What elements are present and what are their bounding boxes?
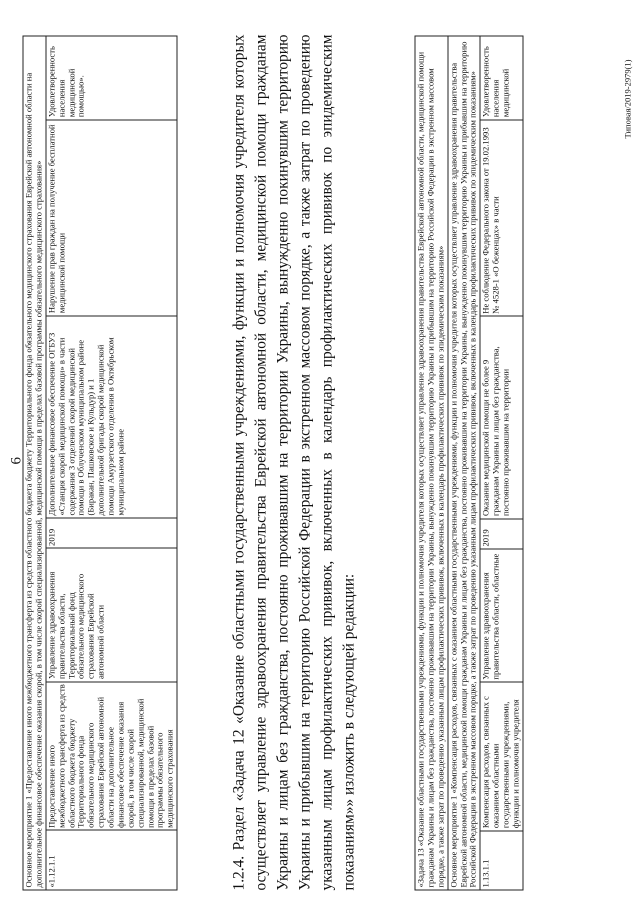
cell-indicator: Удовлетворенность населения медицинской помощью». <box>46 36 177 120</box>
cell-result: Оказание медицинской помощи не более 9 гражданам Украины и лицам без гражданства, постоянно проживавшим на территории <box>480 316 523 518</box>
program-table-1 <box>23 36 178 891</box>
cell-year: 2019 <box>46 518 177 548</box>
rotated-page <box>1 0 640 905</box>
table-row <box>46 36 177 890</box>
cell-result: Дополнительное финансовое обеспечение ОГБУЗ «Станция скорой медицинской помощи» в части содержания 3 отделений скорой медицинской помощи в Облученском муниципальном районе (Биракан, Пашковское и Кульдур) и 1 дополнительной бригады скорой медицинской помощи Амурзетского отделения в Октябрьском муниципальном районе <box>46 316 177 518</box>
table-row <box>480 36 523 890</box>
task-header: «Задача 13 «Оказание областными государственными учреждениями, функции и полномочия учредителя которых осуществляет управление здравоохранения правительства Еврейской автономной области, медицинской помощи гражданам Украины и лицам без гражданства, постоянно проживавшим на территории Украины, вынужденно покинувшим территорию Украины и прибывшим на территорию Российской Федерации в экстренном массовом порядке, а также затрат по проведению указанным лицам профилактических прививок, включенных в календарь профилактических прививок по эпидемическим показаниям» <box>415 36 448 890</box>
document-footer: Типовая/2019-2979(1) <box>622 59 633 139</box>
page-number: 6 <box>8 457 25 465</box>
program-table-2 <box>415 36 524 891</box>
activity-header: Основное мероприятие 1 «Предоставление иного межбюджетного трансферта из средств областного бюджета бюджету Территориального фонда обязательного медицинского страхования Еврейской автономной области на дополнительное финансовое обеспечение оказания скорой, в том числе скорой специализированной, медицинской помощи в пределах базовой программы обязательного медицинского страхования» <box>23 36 46 890</box>
cell-code: 1.13.1.1 <box>480 831 523 890</box>
cell-name: Компенсация расходов, связанных с оказанием областными государственными учреждениями, функции и полномочия учредителя <box>480 682 523 831</box>
cell-code: «1.12.1.1 <box>46 830 177 890</box>
activity-header: Основное мероприятие 1 «Компенсация расходов, связанных с оказанием областными государственными учреждениями, функции и полномочия учредителя которых осуществляет управление здравоохранения правительства Еврейской автономной области, медицинской помощи гражданам Украины и лицам без гражданства, постоянно проживавшим на территории Украины, вынужденно покинувшим территорию Украины и прибывшим на территорию Российской Федерации в экстренном массовом порядке, а также затрат по проведению указанным лицам профилактических прививок, включенных в календарь профилактических прививок по эпидемическим показаниям» <box>448 36 481 890</box>
amendment-paragraph: 1.2.4. Раздел «Задача 12 «Оказание областными государственными учреждениями, функции и полномочия учредителя которых осуществляет управление здравоохранения правительства Еврейской автономной области, медицинской помощи гражданам Украины и лицам без гражданства, постоянно проживавшим на территории Украины, вынужденно покинувшим территорию Украины и прибывшим на территорию Российской Федерации в экстренном массовом порядке, а также затрат по проведению указанным лицам профилактических прививок, включенных в календарь профилактических прививок по эпидемическим показаниям»» изложить в следующей редакции: <box>230 34 358 891</box>
cell-executor: Управление здравоохранения правительства области, Территориальный фонд обязательного медицинского страхования Еврейской автономной области <box>46 548 177 681</box>
cell-consequence: Нарушение прав граждан на получение бесплатной медицинской помощи <box>46 120 177 316</box>
cell-consequence: Не соблюдение Федерального закона от 19.02.1993 № 4528-1 «О беженцах» в части <box>480 120 523 317</box>
cell-indicator: Удовлетворенность населения медицинской <box>480 36 523 120</box>
cell-year: 2019 <box>480 519 523 550</box>
cell-executor: Управление здравоохранения правительства области, областные <box>480 549 523 682</box>
cell-name: Предоставление иного межбюджетного трансферта из средств областного бюджета бюджету Территориального фонда обязательного медицинского страхования Еврейской автономной области на дополнительное финансовое обеспечение оказания скорой, в том числе скорой специализированной, медицинской помощи в пределах базовой программы обязательного медицинского страхования <box>46 682 177 831</box>
